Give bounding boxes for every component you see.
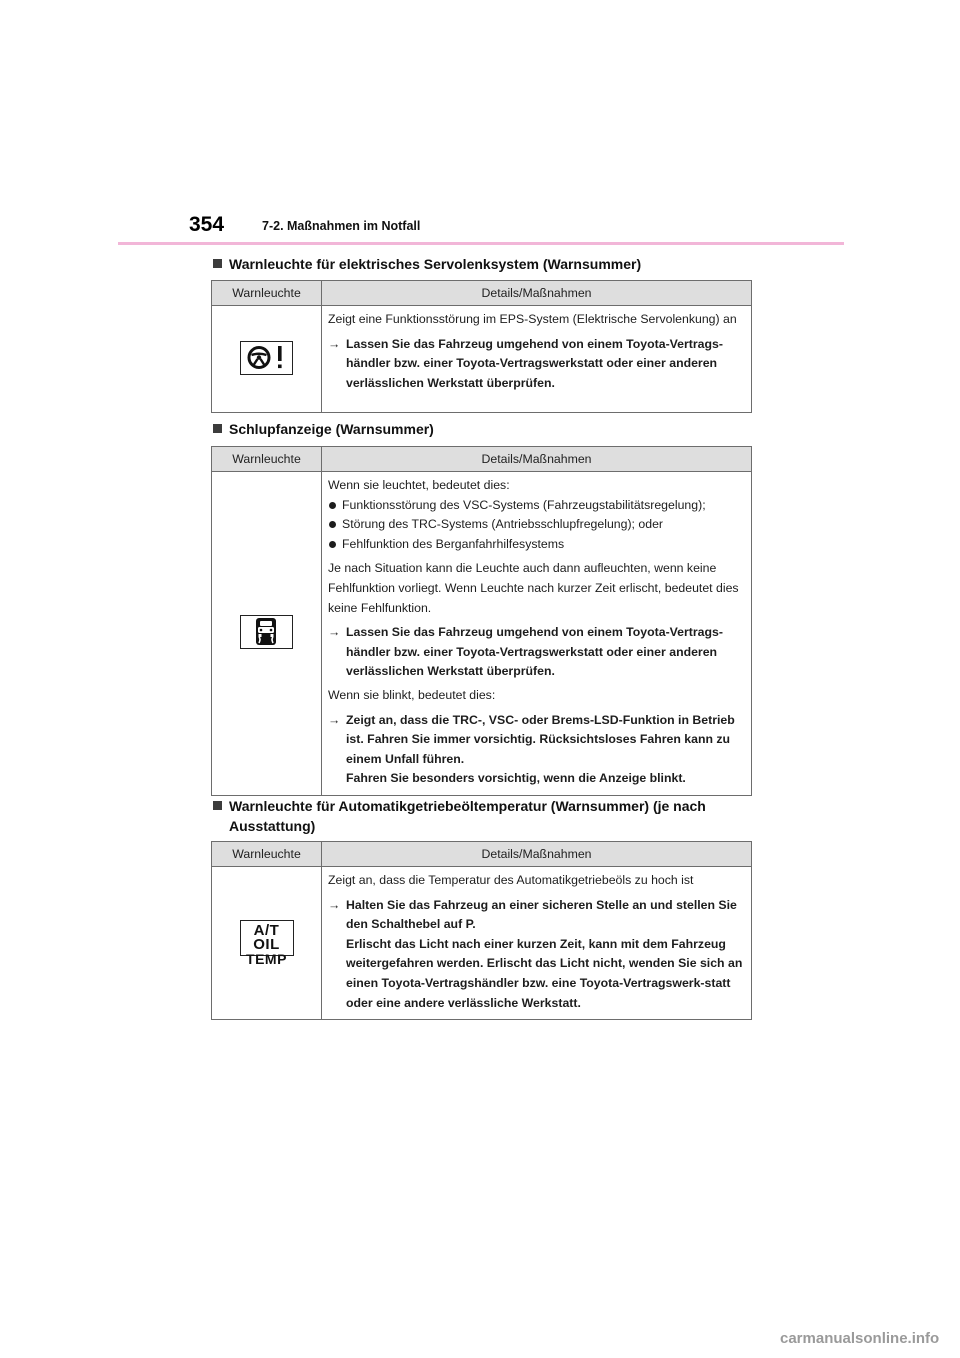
- icon-cell: [212, 867, 322, 1020]
- at-oil-temp-icon: A/T OIL TEMP: [240, 920, 294, 956]
- eps-steering-warning-icon: [240, 341, 293, 375]
- arrow-icon: →: [328, 336, 341, 351]
- eps-action: → Lassen Sie das Fahrzeug umgehend von einem Toyota-Vertrags-händler bzw. einer Toyota-Vertragswerkstatt oder einer anderen verlässlichen Werkstatt überprüfen.: [328, 336, 723, 390]
- arrow-icon: →: [328, 897, 341, 912]
- slip-action: → Lassen Sie das Fahrzeug umgehend von einem Toyota-Vertrags-händler bzw. einer Toyota-Vertragswerkstatt oder einer anderen verlässlichen Werkstatt überprüfen.: [328, 625, 723, 679]
- column-header-warnleuchte: Warnleuchte: [212, 842, 322, 867]
- eps-description: Zeigt eine Funktionsstörung im EPS-System (Elektrische Servolenkung) an: [328, 312, 737, 326]
- list-item: Störung des TRC-Systems (Antriebsschlupfregelung); oder: [328, 515, 747, 535]
- section-marker-icon: [213, 259, 222, 268]
- section-title-eps: Warnleuchte für elektrisches Servolenksystem (Warnsummer): [213, 254, 641, 274]
- column-header-details: Details/Maßnahmen: [322, 281, 752, 306]
- watermark: carmanualsonline.info: [780, 1330, 940, 1347]
- list-item: Fehlfunktion des Berganfahrhilfesystems: [328, 535, 747, 555]
- section-title-slip: Schlupfanzeige (Warnsummer): [213, 419, 434, 439]
- column-header-warnleuchte: Warnleuchte: [212, 281, 322, 306]
- eps-warning-table: [211, 280, 752, 413]
- chapter-title: 7-2. Maßnahmen im Notfall: [262, 219, 421, 233]
- at-oil-action: → Halten Sie das Fahrzeug an einer sicheren Stelle an und stellen Sie den Schalthebel auf P. Erlischt das Licht nach einer kurzen Zeit, kann mit dem Fahrzeug weitergefahren werden. Erlischt das Licht nicht, wenden Sie sich an einen Toyota-Vertragshändler bzw. eine Toyota-Vertragswerk-statt oder eine andere verlässliche Werkstatt.: [328, 897, 743, 1010]
- blink-action: → Zeigt an, dass die TRC-, VSC- oder Brems-LSD-Funktion in Betrieb ist. Fahren Sie immer vorsichtig. Rücksichtsloses Fahren kann zu einem Unfall führen. Fahren Sie besonders vorsichtig, wenn die Anzeige blinkt.: [328, 712, 735, 786]
- arrow-icon: →: [328, 712, 341, 727]
- column-header-details: Details/Maßnahmen: [322, 842, 752, 867]
- page-number: 354: [189, 213, 225, 236]
- header-divider: [118, 242, 844, 245]
- list-item: Funktionsstörung des VSC-Systems (Fahrzeugstabilitätsregelung);: [328, 496, 747, 516]
- details-cell: [322, 472, 752, 796]
- slip-indicator-icon: [240, 615, 293, 649]
- arrow-icon: →: [328, 625, 341, 640]
- icon-cell: [212, 472, 322, 796]
- blink-intro: Wenn sie blinkt, bedeutet dies:: [328, 687, 496, 702]
- details-cell: [322, 306, 752, 413]
- slip-note: Je nach Situation kann die Leuchte auch dann aufleuchten, wenn keine Fehlfunktion vorliegt. Wenn Leuchte nach kurzer Zeit erlischt, bedeutet dies keine Fehlfunktion.: [328, 561, 739, 615]
- lit-intro: Wenn sie leuchtet, bedeutet dies:: [328, 478, 510, 492]
- column-header-warnleuchte: Warnleuchte: [212, 447, 322, 472]
- page-header: [0, 0, 960, 250]
- at-oil-description: Zeigt an, dass die Temperatur des Automatikgetriebeöls zu hoch ist: [328, 873, 694, 887]
- details-cell: [322, 867, 752, 1020]
- icon-cell: [212, 306, 322, 413]
- slip-indicator-table: [211, 446, 752, 796]
- section-marker-icon: [213, 424, 222, 433]
- section-marker-icon: [213, 801, 222, 810]
- section-title-at-oil: Warnleuchte für Automatikgetriebeöltemperatur (Warnsummer) (je nach Ausstattung): [213, 796, 759, 836]
- column-header-details: Details/Maßnahmen: [322, 447, 752, 472]
- at-oil-temp-table: [211, 841, 752, 1020]
